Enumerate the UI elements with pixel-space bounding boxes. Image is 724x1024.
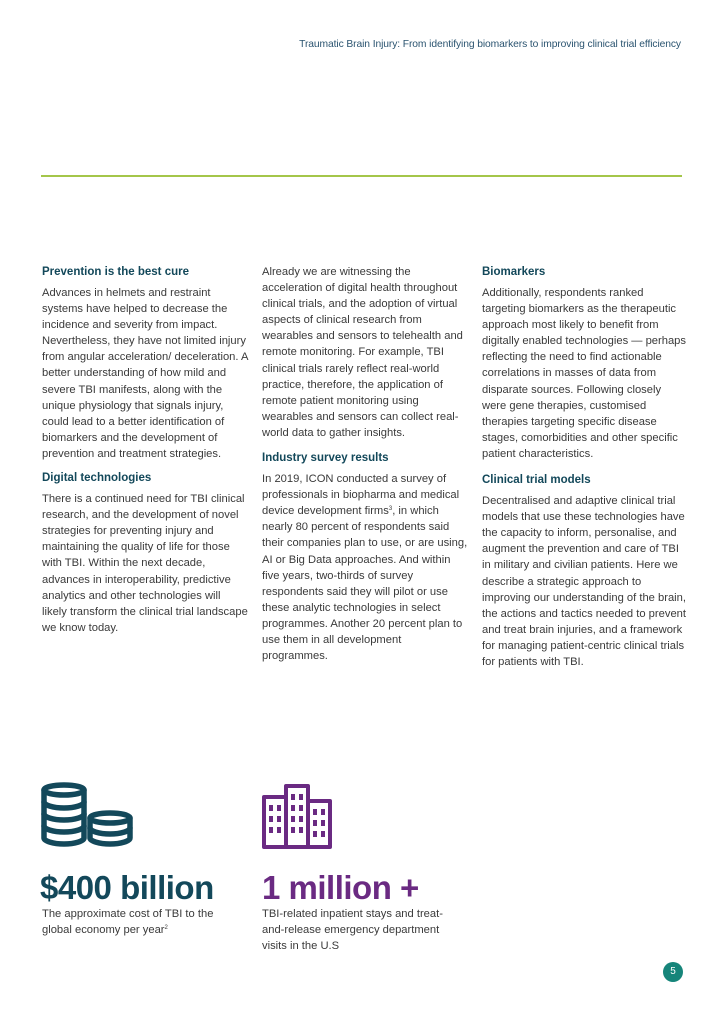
stat-cost-value: $400 billion	[40, 869, 214, 906]
heading-prevention: Prevention is the best cure	[42, 266, 189, 278]
stat-cost-description	[42, 906, 242, 938]
running-header: Traumatic Brain Injury: From identifying biomarkers to improving clinical trial efficiency	[299, 39, 681, 50]
paragraph-prevention: Advances in helmets and restraint systems have helped to decrease the incidence and severity from impact. Nevertheless, they have not limited injury from angular acceleration/ deceleration. A better understanding of how mild and severe TBI manifests, along with the unique physiology that signals injury, could lead to a better identification of biomarkers and the development of prevention and treatment strategies.	[42, 287, 248, 460]
column-middle	[262, 264, 468, 664]
heading-digital-technologies: Digital technologies	[42, 472, 152, 485]
paragraph-digital-technologies: There is a continued need for TBI clinical research, and the development of novel strategies for preventing injury and maintaining the quality of life for those with TBI. Within the next decade, advances in interoperability, predictive analytics and other technologies will likely transform the clinical trial landscape we know today.	[42, 493, 248, 634]
footnote-ref-3: 3	[388, 506, 393, 513]
page-number-badge: 5	[663, 962, 683, 982]
paragraph-clinical-trial-models: Decentralised and adaptive clinical trial models that use these technologies have the capacity to inform, personalise, and augment the prevention and care of TBI in military and civilian patients. Here we describe a strategic approach to improving our understanding of the brain, the actions and tactics needed to prevent and treat brain injuries, and a framework for managing patient-centric clinical trials for patients with TBI.	[482, 495, 686, 668]
survey-text-a: In 2019, ICON conducted a survey of professionals in biopharma and medical device development firms	[262, 473, 460, 518]
footnote-ref-2: 2	[164, 925, 168, 931]
survey-text-b: , in which nearly 80 percent of respondents said their companies plan to use, or are using, AI or Big Data approaches. And within five years, two-thirds of survey respondents said they will pilot or use these analytic technologies in select programmes. Another 20 percent plan to use them in all development programmes.	[262, 505, 468, 663]
paragraph-biomarkers: Additionally, respondents ranked targeting biomarkers as the therapeutic approach most likely to benefit from digitally enabled technologies — perhaps reflecting the need to find actionable correlations in masses of data from disparate sources. Following closely were gene therapies, customised therapies targeting specific disease stages, comorbidities and other specific patient characteristics.	[482, 287, 686, 460]
stat-visits-value: 1 million +	[262, 869, 419, 906]
stat-cost-text: The approximate cost of TBI to the global economy per year	[42, 908, 214, 936]
column-right	[482, 264, 688, 670]
column-left	[42, 264, 248, 636]
coins-stack-icon	[39, 782, 135, 848]
heading-industry-survey: Industry survey results	[262, 452, 389, 465]
heading-clinical-trial-models: Clinical trial models	[482, 474, 591, 487]
paragraph-industry-survey	[262, 471, 468, 664]
header-rule	[41, 175, 682, 177]
buildings-icon	[261, 783, 333, 849]
heading-biomarkers: Biomarkers	[482, 266, 546, 278]
stat-visits-description: TBI-related inpatient stays and treat-and-release emergency department visits in the U.S	[262, 908, 443, 952]
paragraph-digital-health: Already we are witnessing the acceleration of digital health throughout clinical trials, and the adoption of virtual aspects of clinical research from wearables and sensors to telehealth and remote monitoring. For example, TBI clinical trials rarely reflect real-world practice, therefore, the application of remote patient monitoring using wearables and sensors can collect real-world data to gather insights.	[262, 266, 463, 439]
